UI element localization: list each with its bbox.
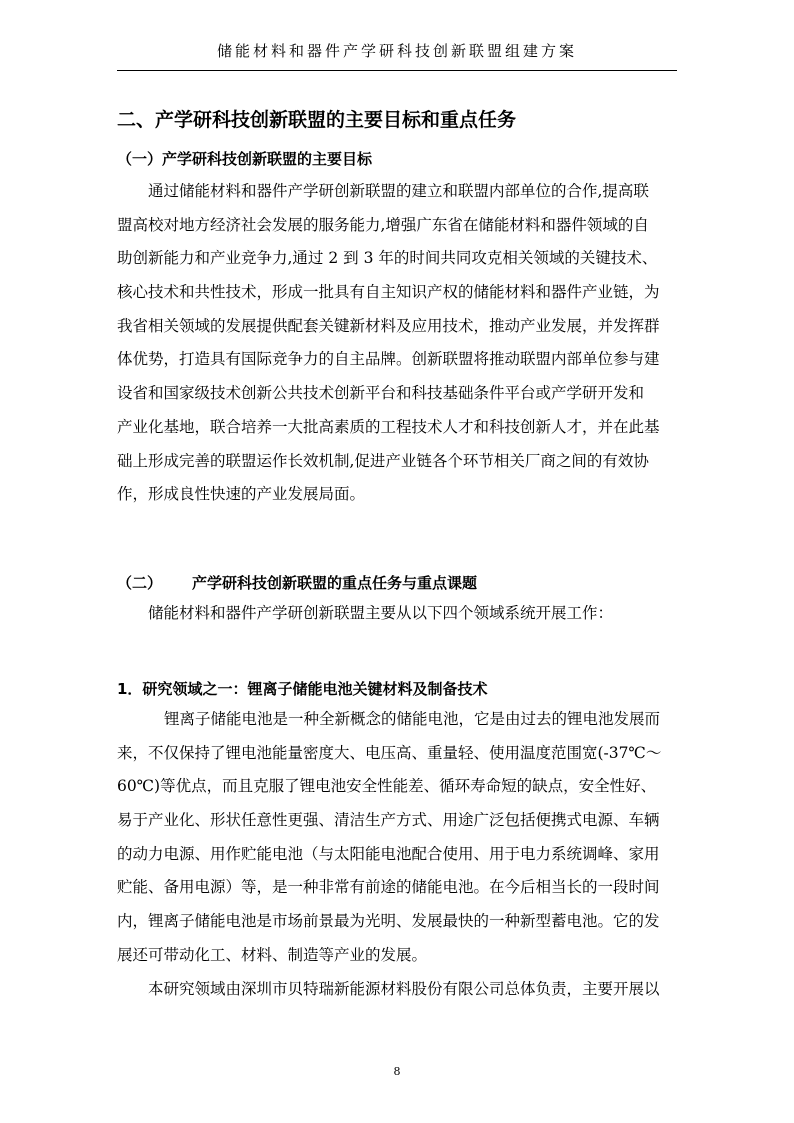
- research-area-paragraph: [117, 703, 677, 1006]
- page-number: 8: [393, 1065, 401, 1078]
- paragraph-line: 助创新能力和产业竞争力,通过 2 到 3 年的时间共同攻克相关领域的关键技术、: [117, 249, 658, 268]
- paragraph-line: 内，锂离子储能电池是市场前景最为光明、发展最快的一种新型蓄电池。它的发: [117, 912, 660, 931]
- running-header: 储能材料和器件产学研科技创新联盟组建方案: [216, 42, 577, 60]
- header-rule: [117, 70, 677, 71]
- paragraph-line: 来，不仅保持了锂电池能量密度大、电压高、重量轻、使用温度范围宽(-37℃～: [117, 743, 662, 762]
- paragraph-line: 通过储能材料和器件产学研创新联盟的建立和联盟内部单位的合作,提高联: [148, 182, 649, 200]
- paragraph-line: 易于产业化、形状任意性更强、清洁生产方式、用途广泛包括便携式电源、车辆: [117, 811, 660, 830]
- paragraph-line: 设省和国家级技术创新公共技术创新平台和科技基础条件平台或产学研开发和: [117, 384, 645, 403]
- paragraph-line: 储能材料和器件产学研创新联盟主要从以下四个领域系统开展工作：: [148, 604, 614, 622]
- goals-paragraph: [117, 175, 677, 512]
- research-area-heading: 1．研究领域之一：锂离子储能电池关键材料及制备技术: [117, 680, 488, 698]
- subsection-heading-1: （一）产学研科技创新联盟的主要目标: [117, 150, 373, 168]
- subsection-heading-2: [117, 572, 477, 593]
- subsection-number: （二）: [117, 574, 163, 592]
- paragraph-line: 展还可带动化工、材料、制造等产业的发展。: [117, 945, 428, 964]
- paragraph-line: 贮能、备用电源）等，是一种非常有前途的储能电池。在今后相当长的一段时间: [117, 878, 660, 897]
- paragraph-line: 的动力电源、用作贮能电池（与太阳能电池配合使用、用于电力系统调峰、家用: [117, 844, 660, 863]
- paragraph-line: 盟高校对地方经济社会发展的服务能力,增强广东省在储能材料和器件领域的自: [117, 215, 649, 234]
- paragraph-line: 锂离子储能电池是一种全新概念的储能电池，它是由过去的锂电池发展而: [164, 710, 661, 728]
- paragraph-line: 作，形成良性快速的产业发展局面。: [117, 485, 366, 504]
- paragraph-line: 核心技术和共性技术，形成一批具有自主知识产权的储能材料和器件产业链，为: [117, 283, 660, 302]
- section-heading: 二、产学研科技创新联盟的主要目标和重点任务: [117, 109, 517, 131]
- subsection-title: 产学研科技创新联盟的重点任务与重点课题: [192, 574, 478, 592]
- paragraph-line: 产业化基地，联合培养一大批高素质的工程技术人才和科技创新人才，并在此基: [117, 417, 660, 436]
- paragraph-line: 体优势，打造具有国际竞争力的自主品牌。创新联盟将推动联盟内部单位参与建: [117, 350, 660, 369]
- paragraph-line: 本研究领域由深圳市贝特瑞新能源材料股份有限公司总体负责，主要开展以: [148, 979, 660, 998]
- paragraph-line: 我省相关领域的发展提供配套关键新材料及应用技术，推动产业发展，并发挥群: [117, 316, 660, 335]
- paragraph-line: 60℃)等优点，而且克服了锂电池安全性能差、循环寿命短的缺点，安全性好、: [117, 777, 657, 796]
- paragraph-line: 础上形成完善的联盟运作长效机制,促进产业链各个环节相关厂商之间的有效协: [117, 451, 649, 470]
- tasks-intro: [117, 597, 677, 631]
